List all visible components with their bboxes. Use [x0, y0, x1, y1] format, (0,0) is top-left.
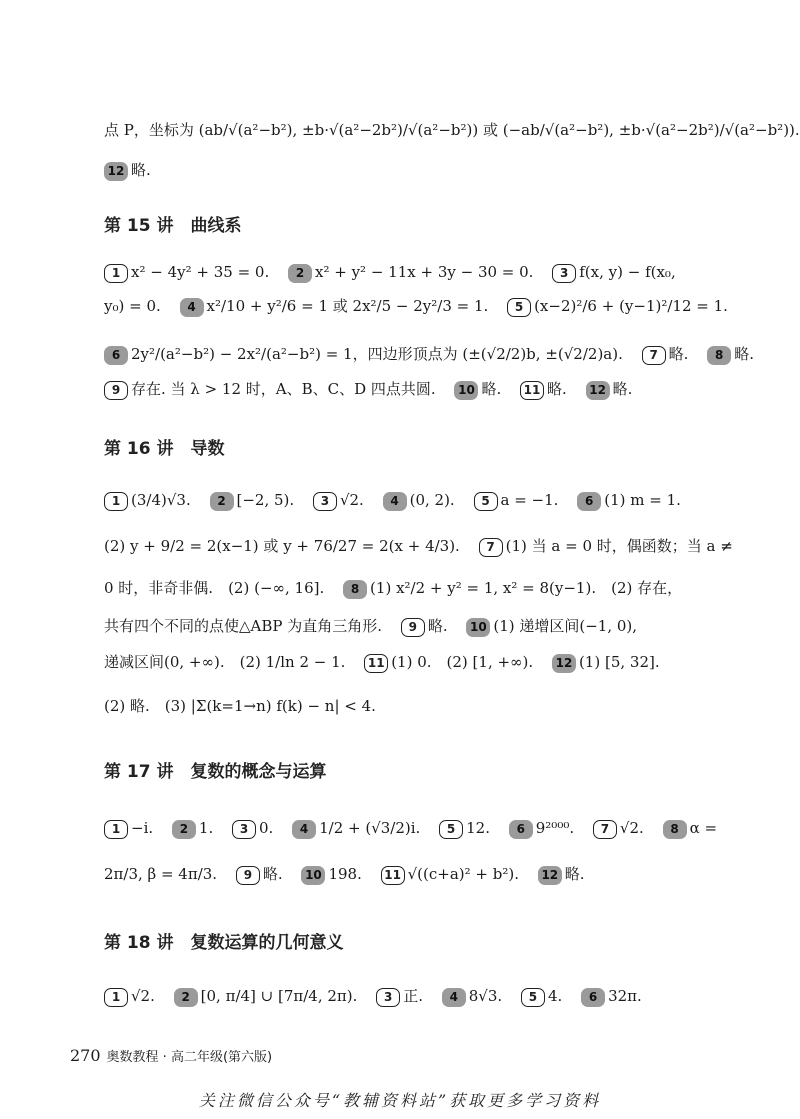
answer-badge: 3: [232, 820, 256, 839]
s15-line-1: [104, 262, 704, 283]
s15-line-2: [104, 296, 728, 317]
answer-text: x²/10 + y²/6 = 1 或 2x²/5 − 2y²/3 = 1.: [206, 297, 489, 315]
answer-text: 0 时，非奇非偶. (2) (−∞, 16].: [104, 579, 325, 597]
top-line-2: [104, 160, 704, 181]
page-footer: [70, 1046, 272, 1065]
watermark-text: 关注微信公众号“教辅资料站”获取更多学习资料: [198, 1091, 602, 1110]
answer-badge: 1: [104, 988, 128, 1007]
answer-badge: 5: [474, 492, 498, 511]
answer-text: 0.: [259, 819, 274, 837]
answer-badge: 2: [172, 820, 196, 839]
answer-badge: 8: [707, 346, 731, 365]
answer-text: 共有四个不同的点使△ABP 为直角三角形.: [104, 617, 383, 635]
answer-badge: 11: [364, 654, 388, 673]
answer-badge: 6: [509, 820, 533, 839]
answer-badge: 11: [520, 381, 544, 400]
answer-badge: 7: [642, 346, 666, 365]
answer-text: √2.: [339, 491, 364, 509]
answer-badge: 10: [454, 381, 478, 400]
answer-text: 32π.: [608, 987, 642, 1005]
answer-badge: 12: [586, 381, 610, 400]
answer-badge: 2: [288, 264, 312, 283]
answer-badge: 3: [313, 492, 337, 511]
answer-text: 2y²/(a²−b²) − 2x²/(a²−b²) = 1，四边形顶点为 (±(√2/2)b, ±(√2/2)a).: [131, 345, 623, 363]
answer-badge: 8: [663, 820, 687, 839]
section-title-16: 第 16 讲 导数: [104, 439, 225, 459]
answer-text: 正.: [403, 987, 423, 1005]
s17-line-1: [104, 818, 718, 839]
s18-line-1: [104, 986, 704, 1007]
answer-badge: 7: [593, 820, 617, 839]
s16-line-1: [104, 490, 704, 511]
answer-text: (1) x²/2 + y² = 1, x² = 8(y−1). (2) 存在，: [370, 579, 683, 597]
answer-text: (3/4)√3.: [131, 491, 191, 509]
answer-text: (1) 0. (2) [1, +∞).: [391, 653, 534, 671]
answer-badge: 9: [236, 866, 260, 885]
answer-text: √2.: [619, 819, 644, 837]
s15-line-4: [104, 379, 704, 400]
answer-badge: 1: [104, 820, 128, 839]
answer-text: x² + y² − 11x + 3y − 30 = 0.: [315, 263, 534, 281]
answer-text: √2.: [131, 987, 155, 1005]
answer-text: [−2, 5).: [236, 491, 295, 509]
answer-text: 点 P，坐标为 (ab/√(a²−b²), ±b·√(a²−2b²)/√(a²−b²)) 或 (−ab/√(a²−b²), ±b·√(a²−2b²)/√(a²−b²)).: [104, 121, 800, 139]
answer-text: 198.: [328, 865, 362, 883]
answer-badge: 1: [104, 492, 128, 511]
answer-text: 略.: [427, 617, 448, 635]
s17-line-2: [104, 864, 704, 885]
answer-badge: 9: [104, 381, 128, 400]
answer-badge: 9: [401, 618, 425, 637]
answer-text: √((c+a)² + b²).: [407, 865, 520, 883]
book-title: 奥数教程 · 高二年级(第六版): [106, 1050, 273, 1065]
answer-badge: 10: [466, 618, 490, 637]
answer-text: (1) 当 a = 0 时，偶函数；当 a ≠: [505, 537, 733, 555]
answer-text: α =: [689, 819, 718, 837]
answer-badge: 6: [581, 988, 605, 1007]
answer-text: (2) 略. (3) |Σ(k=1→n) f(k) − n| < 4.: [104, 697, 376, 715]
answer-badge: 4: [180, 298, 204, 317]
answer-badge: 2: [210, 492, 234, 511]
answer-badge: 5: [507, 298, 531, 317]
answer-text: 8√3.: [468, 987, 503, 1005]
answer-badge: 4: [292, 820, 316, 839]
page-number: 270: [70, 1046, 101, 1065]
answer-text: (1) [5, 32].: [578, 653, 660, 671]
s16-line-6: [104, 696, 704, 716]
answer-text: 1.: [198, 819, 214, 837]
answer-text: 4.: [547, 987, 563, 1005]
answer-text: 略.: [481, 380, 502, 398]
answer-badge: 2: [174, 988, 198, 1007]
answer-badge: 5: [439, 820, 463, 839]
answer-text: f(x, y) − f(x₀,: [579, 263, 676, 281]
answer-text: 略.: [612, 380, 633, 398]
answer-text: 2π/3, β = 4π/3.: [104, 865, 218, 883]
answer-badge: 7: [479, 538, 503, 557]
answer-text: [0, π/4] ∪ [7π/4, 2π).: [200, 987, 358, 1005]
answer-text: 略.: [734, 345, 754, 363]
answer-text: (1) m = 1.: [604, 491, 681, 509]
section-title-15: 第 15 讲 曲线系: [104, 216, 242, 236]
answer-text: 9²⁰⁰⁰.: [535, 819, 575, 837]
answer-text: 递减区间(0, +∞). (2) 1/ln 2 − 1.: [104, 653, 346, 671]
section-title-17: 第 17 讲 复数的概念与运算: [104, 762, 327, 782]
answer-badge: 10: [301, 866, 325, 885]
answer-text: 略.: [131, 161, 151, 179]
answer-text: 略.: [668, 345, 689, 363]
top-line-1: [104, 120, 800, 140]
answer-badge: 12: [104, 162, 128, 181]
answer-text: y₀) = 0.: [104, 297, 161, 315]
answer-badge: 12: [538, 866, 562, 885]
s16-line-4: [104, 616, 704, 637]
answer-badge: 1: [104, 264, 128, 283]
answer-text: (0, 2).: [409, 491, 455, 509]
answer-text: (1) 递增区间(−1, 0),: [493, 617, 638, 635]
answer-text: 略.: [547, 380, 567, 398]
answer-badge: 8: [343, 580, 367, 599]
s16-line-5: [104, 652, 704, 673]
answer-badge: 4: [383, 492, 407, 511]
answer-badge: 3: [376, 988, 400, 1007]
answer-badge: 6: [104, 346, 128, 365]
answer-text: (2) y + 9/2 = 2(x−1) 或 y + 76/27 = 2(x + 4/3).: [104, 537, 460, 555]
s16-line-2: [104, 536, 733, 557]
answer-text: 略.: [262, 865, 283, 883]
answer-text: a = −1.: [500, 491, 559, 509]
answer-text: 1/2 + (√3/2)i.: [319, 819, 421, 837]
answer-badge: 11: [381, 866, 405, 885]
answer-badge: 4: [442, 988, 466, 1007]
answer-badge: 3: [552, 264, 576, 283]
answer-text: −i.: [131, 819, 154, 837]
s16-line-3: [104, 578, 704, 599]
answer-badge: 12: [552, 654, 576, 673]
section-title-18: 第 18 讲 复数运算的几何意义: [104, 933, 344, 953]
answer-text: 12.: [466, 819, 490, 837]
answer-text: x² − 4y² + 35 = 0.: [131, 263, 270, 281]
answer-text: (x−2)²/6 + (y−1)²/12 = 1.: [534, 297, 728, 315]
answer-text: 略.: [564, 865, 585, 883]
s15-line-3: [104, 344, 754, 365]
answer-badge: 5: [521, 988, 545, 1007]
answer-text: 存在. 当 λ > 12 时，A、B、C、D 四点共圆.: [131, 380, 436, 398]
answer-badge: 6: [577, 492, 601, 511]
